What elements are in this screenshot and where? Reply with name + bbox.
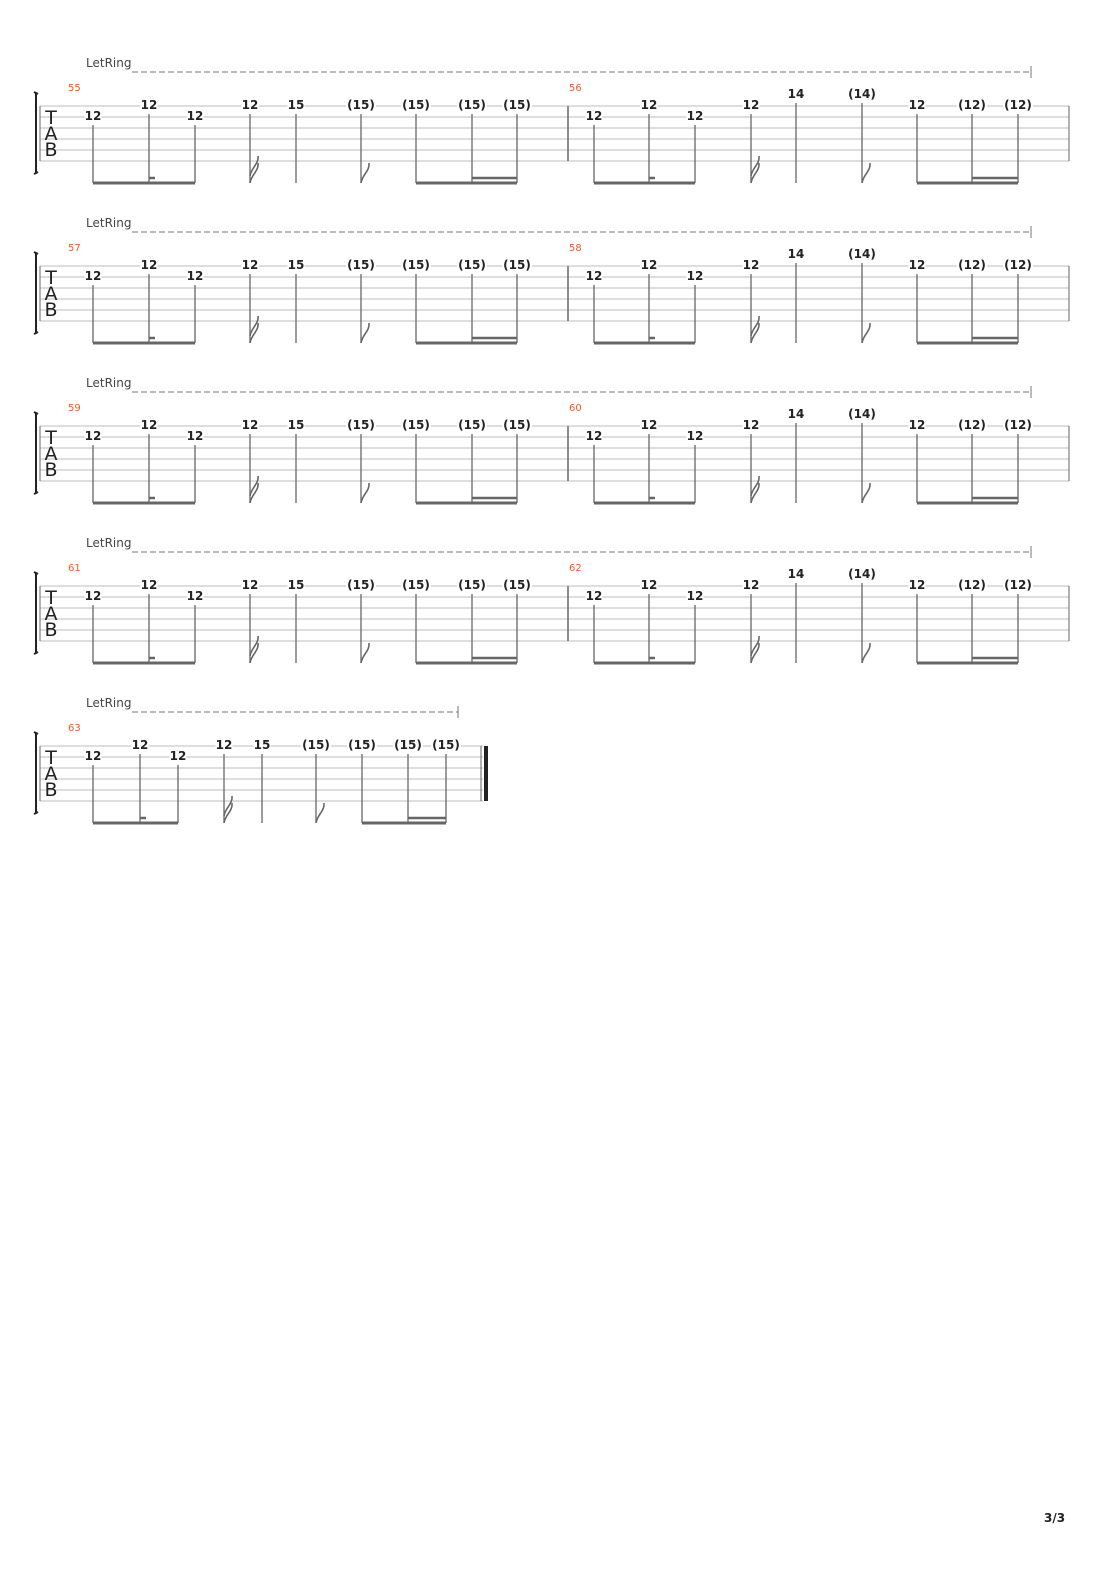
fret-number: 12 bbox=[131, 738, 149, 752]
fret-number: 14 bbox=[787, 87, 805, 101]
fret-number: 12 bbox=[742, 258, 760, 272]
note-flag bbox=[361, 643, 369, 663]
tab-clef-letter: A bbox=[44, 603, 58, 625]
measure-number: 62 bbox=[569, 563, 582, 574]
system-bracket bbox=[34, 252, 38, 334]
fret-number: (15) bbox=[458, 418, 486, 432]
let-ring-label: LetRing bbox=[86, 696, 132, 710]
fret-number: (15) bbox=[348, 738, 376, 752]
system-bracket bbox=[34, 732, 38, 814]
fret-number: 15 bbox=[287, 578, 305, 592]
fret-number: 12 bbox=[640, 578, 658, 592]
fret-number: 12 bbox=[186, 429, 204, 443]
fret-number: 12 bbox=[585, 109, 603, 123]
fret-number: (12) bbox=[1004, 258, 1032, 272]
tab-clef-letter: A bbox=[44, 283, 58, 305]
fret-number: (12) bbox=[1004, 98, 1032, 112]
fret-number: (14) bbox=[848, 407, 876, 421]
fret-number: 12 bbox=[908, 418, 926, 432]
fret-number: 12 bbox=[241, 418, 259, 432]
fret-number: (14) bbox=[848, 247, 876, 261]
fret-number: 12 bbox=[84, 589, 102, 603]
fret-number: (15) bbox=[503, 98, 531, 112]
fret-number: 12 bbox=[686, 429, 704, 443]
fret-number: (15) bbox=[402, 418, 430, 432]
fret-number: (15) bbox=[458, 578, 486, 592]
fret-number: (15) bbox=[503, 418, 531, 432]
tab-clef-letter: B bbox=[44, 619, 58, 641]
tab-clef-letter: T bbox=[45, 587, 57, 609]
fret-number: (12) bbox=[958, 98, 986, 112]
note-flag bbox=[862, 483, 870, 503]
fret-number: 12 bbox=[640, 418, 658, 432]
fret-number: 15 bbox=[287, 418, 305, 432]
fret-number: (14) bbox=[848, 87, 876, 101]
fret-number: 12 bbox=[241, 578, 259, 592]
let-ring-label: LetRing bbox=[86, 536, 132, 550]
fret-number: 12 bbox=[84, 269, 102, 283]
system-bracket bbox=[34, 92, 38, 174]
measure-number: 55 bbox=[68, 83, 81, 94]
fret-number: 12 bbox=[585, 589, 603, 603]
measure-number: 57 bbox=[68, 243, 81, 254]
fret-number: 12 bbox=[585, 269, 603, 283]
fret-number: 14 bbox=[787, 247, 805, 261]
fret-number: (15) bbox=[347, 258, 375, 272]
fret-number: (15) bbox=[347, 578, 375, 592]
note-flag bbox=[361, 483, 369, 503]
fret-number: 12 bbox=[585, 429, 603, 443]
fret-number: 12 bbox=[742, 578, 760, 592]
fret-number: (15) bbox=[402, 98, 430, 112]
note-flag bbox=[862, 323, 870, 343]
note-flag bbox=[361, 323, 369, 343]
fret-number: 12 bbox=[241, 98, 259, 112]
fret-number: 12 bbox=[640, 98, 658, 112]
fret-number: (15) bbox=[347, 418, 375, 432]
fret-number: 14 bbox=[787, 407, 805, 421]
tab-clef-letter: T bbox=[45, 427, 57, 449]
fret-number: 12 bbox=[84, 109, 102, 123]
fret-number: 12 bbox=[908, 258, 926, 272]
fret-number: 12 bbox=[169, 749, 187, 763]
fret-number: (15) bbox=[402, 258, 430, 272]
fret-number: (15) bbox=[432, 738, 460, 752]
final-barline-thick bbox=[484, 746, 488, 801]
tab-clef-letter: A bbox=[44, 443, 58, 465]
fret-number: (12) bbox=[958, 258, 986, 272]
note-flag bbox=[862, 643, 870, 663]
fret-number: (15) bbox=[347, 98, 375, 112]
system-bracket bbox=[34, 412, 38, 494]
fret-number: 12 bbox=[215, 738, 233, 752]
fret-number: 12 bbox=[241, 258, 259, 272]
fret-number: 12 bbox=[742, 98, 760, 112]
fret-number: (15) bbox=[458, 98, 486, 112]
measure-number: 59 bbox=[68, 403, 81, 414]
fret-number: (14) bbox=[848, 567, 876, 581]
system-bracket bbox=[34, 572, 38, 654]
fret-number: 12 bbox=[640, 258, 658, 272]
fret-number: 12 bbox=[908, 578, 926, 592]
page-number: 3/3 bbox=[1044, 1511, 1066, 1525]
tab-clef-letter: B bbox=[44, 299, 58, 321]
measure-number: 60 bbox=[569, 403, 582, 414]
fret-number: (15) bbox=[394, 738, 422, 752]
fret-number: 12 bbox=[742, 418, 760, 432]
fret-number: 12 bbox=[908, 98, 926, 112]
fret-number: 12 bbox=[84, 749, 102, 763]
fret-number: (15) bbox=[302, 738, 330, 752]
tab-clef-letter: T bbox=[45, 107, 57, 129]
fret-number: 12 bbox=[140, 578, 158, 592]
fret-number: 12 bbox=[140, 418, 158, 432]
let-ring-label: LetRing bbox=[86, 216, 132, 230]
fret-number: 15 bbox=[287, 258, 305, 272]
tab-clef-letter: T bbox=[45, 747, 57, 769]
measure-number: 63 bbox=[68, 723, 81, 734]
fret-number: 12 bbox=[686, 589, 704, 603]
tab-clef-letter: T bbox=[45, 267, 57, 289]
fret-number: 12 bbox=[186, 269, 204, 283]
fret-number: 15 bbox=[287, 98, 305, 112]
let-ring-label: LetRing bbox=[86, 56, 132, 70]
measure-number: 56 bbox=[569, 83, 582, 94]
tab-clef-letter: B bbox=[44, 139, 58, 161]
fret-number: (15) bbox=[458, 258, 486, 272]
note-flag bbox=[862, 163, 870, 183]
fret-number: (12) bbox=[958, 578, 986, 592]
fret-number: 12 bbox=[140, 258, 158, 272]
tab-clef-letter: A bbox=[44, 123, 58, 145]
measure-number: 58 bbox=[569, 243, 582, 254]
fret-number: 12 bbox=[186, 109, 204, 123]
tab-clef-letter: A bbox=[44, 763, 58, 785]
fret-number: (15) bbox=[402, 578, 430, 592]
tab-clef-letter: B bbox=[44, 459, 58, 481]
fret-number: 12 bbox=[140, 98, 158, 112]
note-flag bbox=[361, 163, 369, 183]
measure-number: 61 bbox=[68, 563, 81, 574]
fret-number: (12) bbox=[1004, 418, 1032, 432]
fret-number: 14 bbox=[787, 567, 805, 581]
fret-number: 12 bbox=[686, 269, 704, 283]
fret-number: 12 bbox=[84, 429, 102, 443]
fret-number: (15) bbox=[503, 578, 531, 592]
note-flag bbox=[316, 803, 324, 823]
fret-number: 12 bbox=[186, 589, 204, 603]
tab-clef-letter: B bbox=[44, 779, 58, 801]
fret-number: 15 bbox=[253, 738, 271, 752]
fret-number: (12) bbox=[958, 418, 986, 432]
fret-number: 12 bbox=[686, 109, 704, 123]
fret-number: (12) bbox=[1004, 578, 1032, 592]
let-ring-label: LetRing bbox=[86, 376, 132, 390]
fret-number: (15) bbox=[503, 258, 531, 272]
